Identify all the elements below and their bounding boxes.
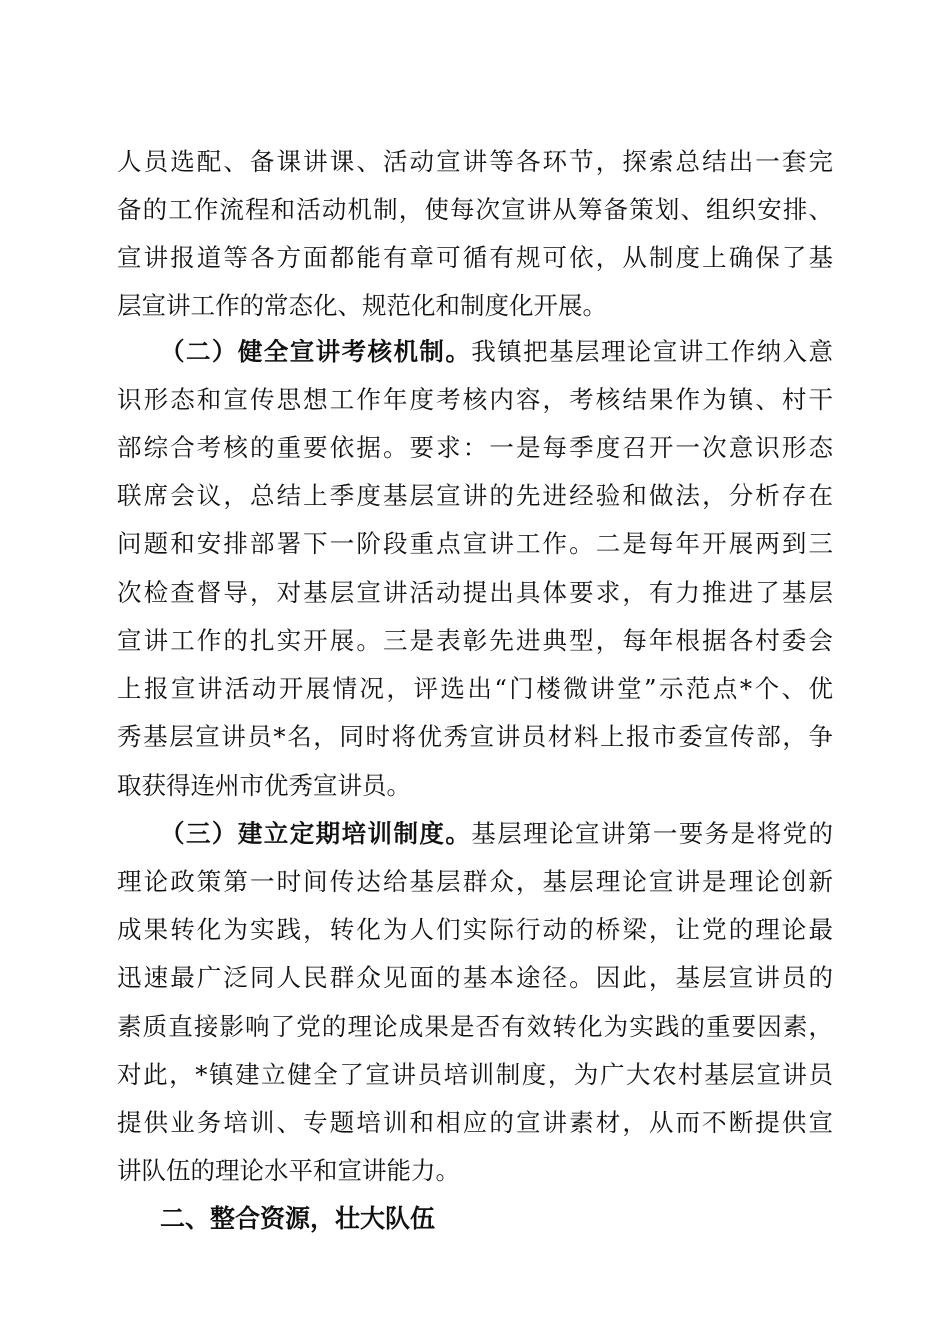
paragraph-2-line-10: 取获得连州市优秀宣讲员。 [117,771,411,800]
paragraph-2-line-6: 次检查督导，对基层宣讲活动提出具体要求，有力推进了基层 [117,578,833,607]
paragraph-3-title: （三）建立定期培训制度。 [160,819,472,848]
paragraph-3-line-8: 讲队伍的理论水平和宣讲能力。 [117,1156,460,1185]
paragraph-1-line-4: 层宣讲工作的常态化、规范化和制度化开展。 [117,291,607,320]
section-heading: 二、整合资源，壮大队伍 [160,1204,436,1233]
paragraph-3-line-6: 对此，*镇建立健全了宣讲员培训制度，为广大农村基层宣讲员 [117,1060,833,1089]
paragraph-2-line-7: 宣讲工作的扎实开展。三是表彰先进典型，每年根据各村委会 [117,626,833,655]
paragraph-2-first-line-text: 我镇把基层理论宣讲工作纳入意 [471,337,833,366]
paragraph-3-line-4: 迅速最广泛同人民群众见面的基本途径。因此，基层宣讲员的 [117,963,833,992]
paragraph-2-line-4: 联席会议，总结上季度基层宣讲的先进经验和做法，分析存在 [117,481,833,510]
paragraph-1-line-1: 人员选配、备课讲课、活动宣讲等各环节，探索总结出一套完 [117,147,833,176]
paragraph-2-line-9: 秀基层宣讲员*名，同时将优秀宣讲员材料上报市委宣传部，争 [117,722,833,751]
paragraph-2-line-3: 部综合考核的重要依据。要求：一是每季度召开一次意识形态 [117,433,833,462]
paragraph-2-line-8: 上报宣讲活动开展情况，评选出“门楼微讲堂”示范点*个、优 [117,674,833,703]
paragraph-3-line-5: 素质直接影响了党的理论成果是否有效转化为实践的重要因素， [117,1012,833,1041]
paragraph-1-line-2: 备的工作流程和活动机制，使每次宣讲从筹备策划、组织安排、 [117,195,833,224]
paragraph-2-line-1 [160,330,833,374]
paragraph-2-line-2: 识形态和宣传思想工作年度考核内容，考核结果作为镇、村干 [117,385,833,414]
paragraph-3-first-line-text: 基层理论宣讲第一要务是将党的 [471,819,833,848]
paragraph-2-title: （二）健全宣讲考核机制。 [160,337,472,366]
paragraph-3-line-7: 提供业务培训、专题培训和相应的宣讲素材，从而不断提供宣 [117,1108,833,1137]
paragraph-2-line-5: 问题和安排部署下一阶段重点宣讲工作。二是每年开展两到三 [117,529,833,558]
paragraph-3-line-3: 成果转化为实践，转化为人们实际行动的桥梁，让党的理论最 [117,915,833,944]
paragraph-3-line-1 [160,812,833,856]
paragraph-3-line-2: 理论政策第一时间传达给基层群众，基层理论宣讲是理论创新 [117,867,833,896]
paragraph-1-line-3: 宣讲报道等各方面都能有章可循有规可依，从制度上确保了基 [117,243,833,272]
